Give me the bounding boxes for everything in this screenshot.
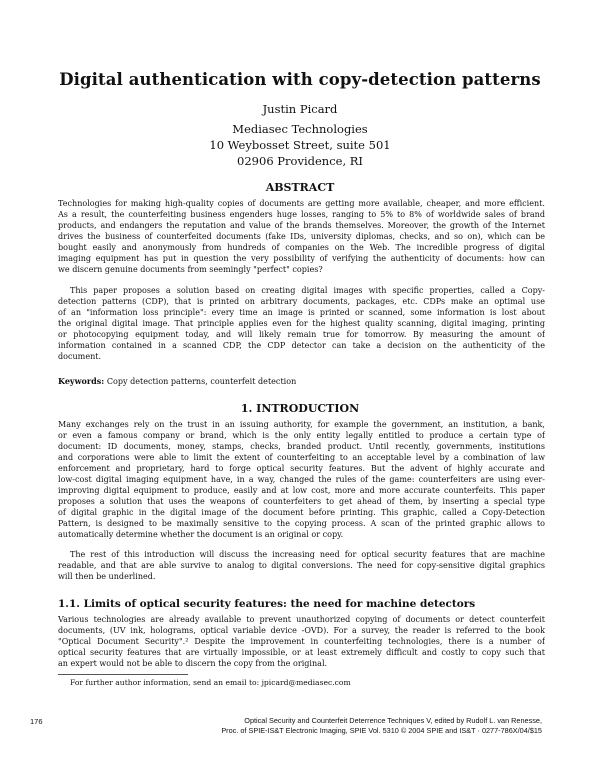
text-line: documents, (UV ink, holograms, optical variable device -OVD). For a survey, the reader is referred to the book [58, 626, 545, 636]
introduction-paragraph-1 [58, 419, 545, 541]
text-line: information contained in a scanned CDP, the CDP detector can take a decision on the authenticity of the [58, 341, 545, 351]
text-line: low-cost digital imaging equipment have, in a way, changed the rules of the game: counterfeiters are using ever- [58, 475, 545, 485]
proceedings-line: Proc. of SPIE-IS&T Electronic Imaging, SPIE Vol. 5310 © 2004 SPIE and IS&T · 0277-786X/04/$15 [221, 726, 542, 735]
text-line: automatically determine whether the document is an original or copy. [58, 530, 344, 540]
affiliation-line: 02906 Providence, RI [237, 154, 363, 168]
text-line: an expert would not be able to discern the copy from the original. [58, 659, 328, 669]
paper-title: Digital authentication with copy-detection patterns [59, 70, 541, 89]
text-line: Technologies for making high-quality copies of documents are getting more available, cheaper, and more efficient. [58, 199, 545, 208]
affiliation-line: 10 Weybosset Street, suite 501 [209, 138, 391, 152]
text-line: Pattern, is designed to be maximally sensitive to the copying process. A scan of the printed graphic allows to [58, 519, 545, 529]
section-1-1-paragraph [58, 614, 545, 669]
text-line: of digital graphic in the digital image of the document before printing. This graphic, called a Copy-Detection [58, 508, 545, 518]
text-line: improving digital equipment to produce, easily and at low cost, more and more accurate counterfeits. This paper [58, 486, 545, 496]
text-line: proposes a solution that uses the weapons of counterfeiters to get ahead of them, by inserting a special type [58, 497, 545, 507]
author-name: Justin Picard [262, 102, 338, 116]
proceedings-citation [221, 716, 542, 736]
text-line: will then be underlined. [58, 572, 156, 582]
text-line: of an "information loss principle": every time an image is printed or scanned, some information is lost about [58, 308, 545, 318]
text-line: and corporations were able to limit the extent of counterfeiting to an acceptable level by a combination of law [58, 453, 545, 463]
author-block [0, 101, 600, 169]
text-line: detection patterns (CDP), that is printed on arbitrary documents, packages, etc. CDPs make an optimal use [58, 297, 545, 307]
page-number: 176 [30, 717, 43, 726]
footnote-rule [58, 674, 188, 675]
abstract-paragraph-1 [58, 198, 545, 275]
keywords-text: Copy detection patterns, counterfeit detection [106, 377, 297, 386]
text-line: the original digital image. That principle applies even for the highest quality scanning, digital imaging, printing [58, 319, 545, 329]
text-line: products, and endangers the reputation and value of the brands themselves. Moreover, the growth of the Internet [58, 221, 545, 231]
text-line: imaging equipment has put in question the very possibility of verifying the authenticity of documents: how can [58, 254, 545, 264]
affiliation-line: Mediasec Technologies [232, 122, 368, 136]
abstract-heading: ABSTRACT [265, 181, 335, 194]
text-line: document. [58, 352, 102, 362]
text-line: Many exchanges rely on the trust in an issuing authority, for example the government, an institution, a bank, [58, 420, 545, 429]
text-line: enforcement and proprietary, hard to forge optical security features. But the advent of highly accurate and [58, 464, 545, 474]
introduction-paragraph-2 [58, 549, 545, 582]
text-line: bought easily and anonymously from hundreds of companies on the Web. The incredible progress of digital [58, 243, 545, 253]
text-line: or even a famous company or brand, which is the only entity legally entitled to produce a certain type of [58, 431, 545, 441]
author-footnote: For further author information, send an email to: jpicard@mediasec.com [70, 678, 351, 687]
text-line: Various technologies are already available to prevent unauthorized copying of documents or detect counterfeit [58, 615, 545, 624]
text-line: The rest of this introduction will discuss the increasing need for optical security features that are machine [70, 550, 545, 559]
text-line: readable, and that are able survive to analog to digital conversions. The need for copy-sensitive digital graphics [58, 561, 545, 571]
text-line: "Optical Document Security".² Despite the improvement in counterfeiting technologies, there is a number of [58, 637, 545, 647]
text-line: As a result, the counterfeiting business engenders huge losses, ranging to 5% to 8% of worldwide sales of brand [58, 210, 545, 220]
text-line: we discern genuine documents from seemingly "perfect" copies? [58, 265, 323, 275]
text-line: or photocopying equipment today, and will likely remain true for tomorrow. By measuring the amount of [58, 330, 545, 340]
keywords-label: Keywords: [58, 376, 105, 386]
text-line: This paper proposes a solution based on creating digital images with specific properties, called a Copy- [70, 286, 545, 295]
introduction-heading: 1. INTRODUCTION [240, 402, 360, 415]
text-line: drives the business of counterfeited documents (fake IDs, university diplomas, checks, and so on), which can be [58, 232, 545, 242]
section-1-1-heading: 1.1. Limits of optical security features: the need for machine detectors [58, 598, 476, 610]
proceedings-line: Optical Security and Counterfeit Deterrence Techniques V, edited by Rudolf L. van Renesse, [244, 716, 542, 725]
text-line: optical security features that are virtually impossible, or at least extremely difficult and costly to copy such that [58, 648, 545, 658]
keywords [58, 376, 296, 386]
text-line: document: ID documents, money, stamps, checks, branded product. Until recently, governments, institutions [58, 442, 545, 452]
abstract-paragraph-2 [58, 285, 545, 362]
